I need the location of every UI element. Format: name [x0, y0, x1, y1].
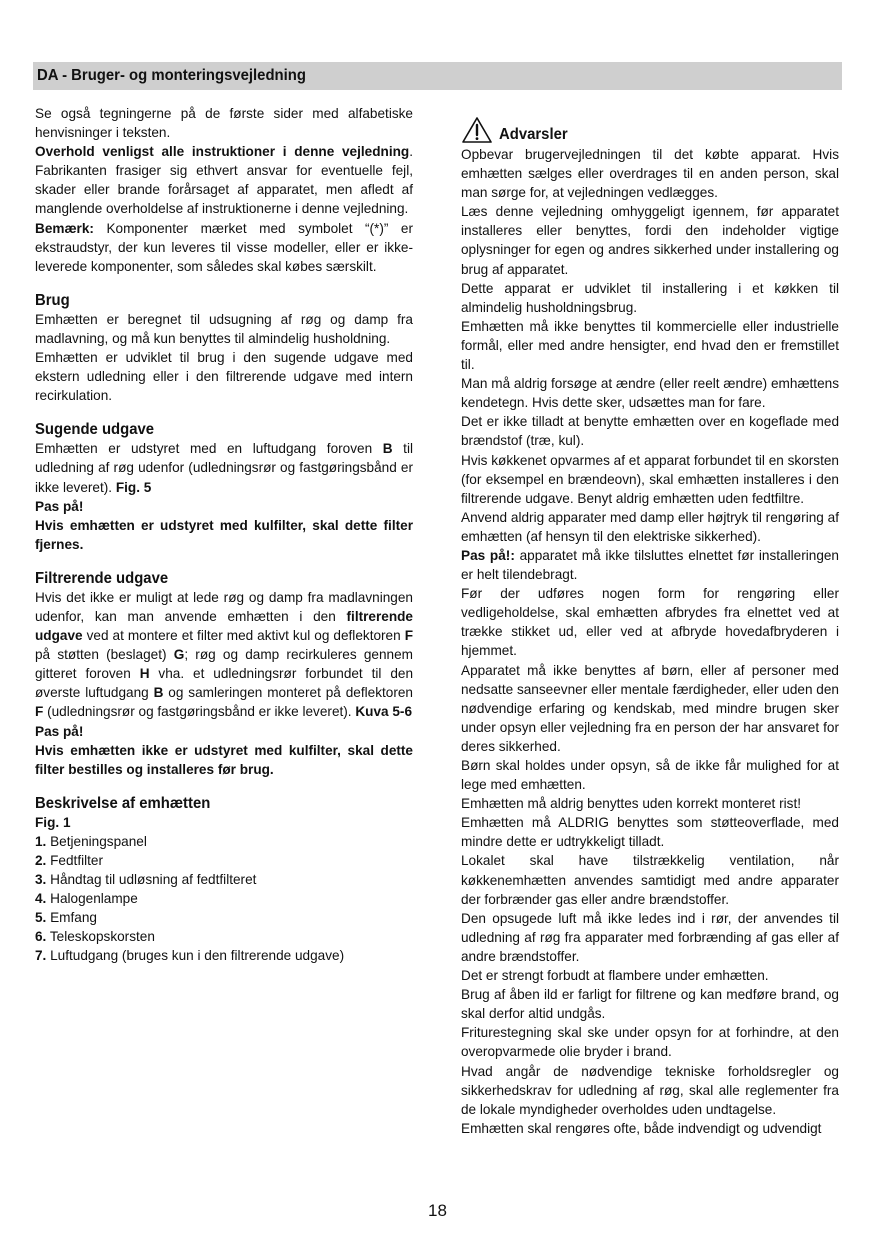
advarsler-paragraph-1: Opbevar brugervejledningen til det købte apparat. Hvis emhætten sælges eller overdrages til en anden person, skal man sørge for, at vejledningen vedlægges. [461, 147, 839, 201]
section-beskrivelse [35, 794, 413, 966]
advarsler-paragraph-11: Apparatet må ikke benyttes af børn, eller af personer med nedsatte sanseevner eller mentale færdigheder, eller uden den nødvendige erfaring og kendskab, med mindre brugen sker under opsyn eller vejledning fra en person der har ansvaret for deres sikkerhed. [461, 662, 839, 754]
heading-filtrerende: Filtrerende udgave [35, 569, 169, 587]
advarsler-header [461, 114, 839, 144]
advarsler-paragraph-21: Emhætten skal rengøres ofte, både indvendigt og udvendigt [461, 1120, 822, 1136]
figure-reference: Fig. 5 [115, 479, 152, 495]
advarsler-paragraph-12: Børn skal holdes under opsyn, så de ikke får mulighed for at lege med emhætten. [461, 758, 839, 793]
list-item: 7. Luftudgang (bruges kun i den filtrerende udgave) [35, 948, 345, 964]
section-header-bar [33, 62, 842, 90]
figure-reference: Kuva 5-6 [355, 704, 413, 720]
intro-paragraph: Se også tegningerne på de første sider med alfabetiske henvisninger i teksten. [35, 106, 413, 141]
page-number: 18 [428, 1201, 447, 1220]
section-filtrerende [35, 569, 413, 779]
instructions-emphasis: Overhold venligst alle instruktioner i denne vejledning [35, 144, 410, 160]
note-label: Bemærk: [35, 220, 94, 236]
warning-label: Pas på! [35, 498, 84, 514]
advarsler-paragraph-17: Det er strengt forbudt at flambere under emhætten. [461, 968, 769, 984]
advarsler-paragraph-9: Pas på!: apparatet må ikke tilsluttes elnettet før installeringen er helt tilendebragt. [461, 547, 839, 583]
right-column [461, 114, 839, 1138]
advarsler-paragraph-16: Den opsugede luft må ikke ledes ind i rør, der anvendes til udledning af røg fra apparater med forbrænding af gas eller af andre brændstoffer. [461, 910, 839, 964]
list-item: 6. Teleskopskorsten [35, 929, 155, 945]
advarsler-paragraph-10: Før der udføres nogen form for rengøring eller vedligeholdelse, skal emhætten afbrydes fra elnettet ved at trække stikket ud, eller ved at afbryde hovedafbryderen i hjemmet. [461, 586, 839, 659]
advarsler-paragraph-14: Emhætten må ALDRIG benyttes som støtteoverflade, med mindre dette er udtrykkeligt tilladt. [461, 815, 839, 850]
list-item: 2. Fedtfilter [35, 853, 104, 868]
warning-label: Pas på! [35, 723, 84, 739]
section-brug [35, 291, 413, 405]
brug-paragraph-2: Emhætten er udviklet til brug i den sugende udgave med ekstern udledning eller i den filtrerende udgave med intern recirkulation. [35, 350, 413, 404]
warning-triangle-icon [461, 116, 493, 144]
advarsler-paragraph-7: Hvis køkkenet opvarmes af et apparat forbundet til en skorsten (for eksempel en brændeovn), skal emhætten installeres i den filtrerende udgave. Benyt aldrig emhætten uden fedtfiltre. [461, 452, 839, 506]
advarsler-paragraph-19: Friturestegning skal ske under opsyn for at forhindre, at den overopvarmede olie bryder i brand. [461, 1025, 839, 1060]
left-column [35, 104, 413, 966]
section-title: DA - Bruger- og monteringsvejledning [37, 67, 306, 84]
advarsler-paragraph-6: Det er ikke tilladt at benytte emhætten over en kogeflade med brændstof (træ, kul). [461, 414, 839, 449]
advarsler-paragraph-3: Dette apparat er udviklet til installering i et køkken til almindelig husholdningsbrug. [461, 280, 839, 315]
intro-instructions-paragraph: Overhold venligst alle instruktioner i denne vejledning. Fabrikanten frasiger sig ethvert ansvar for eventuelle fejl, skader eller brande forårsaget af apparatet, men afledt af manglende overholdelse af instruktionerne i denne vejledning. [35, 144, 413, 217]
warning-text: Hvis emhætten er udstyret med kulfilter, skal dette filter fjernes. [35, 517, 413, 552]
list-item: 1. Betjeningspanel [35, 833, 147, 849]
heading-brug: Brug [35, 291, 70, 309]
warning-text: Hvis emhætten ikke er udstyret med kulfilter, skal dette filter bestilles og installeres før brug. [35, 742, 413, 777]
advarsler-paragraph-20: Hvad angår de nødvendige tekniske forholdsregler og sikkerhedskrav for udledning af røg, skal alle reglementer fra de lokale myndigheder overholdes uden undtagelse. [461, 1063, 839, 1117]
brug-paragraph-1: Emhætten er beregnet til udsugning af røg og damp fra madlavning, og må kun benyttes til almindelig husholdning. [35, 311, 413, 346]
advarsler-paragraph-2: Læs denne vejledning omhyggeligt igennem, før apparatet installeres eller benyttes, fordi den indeholder vigtige oplysninger for egen og andres sikkerhed under installering og brug af apparatet. [461, 204, 839, 277]
heading-beskrivelse: Beskrivelse af emhætten [35, 794, 211, 812]
advarsler-paragraph-13: Emhætten må aldrig benyttes uden korrekt monteret rist! [461, 796, 801, 812]
sugende-paragraph: Emhætten er udstyret med en luftudgang foroven B til udledning af røg udenfor (udledningsrør og fastgøringsbånd er ikke leveret). Fig. 5 [35, 441, 413, 495]
list-item: 5. Emfang [35, 910, 97, 926]
advarsler-paragraph-5: Man må aldrig forsøge at ændre (eller reelt ændre) emhættens kendetegn. Hvis dette sker, udsættes man for fare. [461, 376, 839, 411]
advarsler-paragraph-8: Anvend aldrig apparater med damp eller højtryk til rengøring af emhætten (af hensyn til den elektriske sikkerhed). [461, 509, 839, 544]
figure-reference: Fig. 1 [35, 814, 71, 830]
section-sugende [35, 420, 413, 554]
advarsler-paragraph-15: Lokalet skal have tilstrækkelig ventilation, når køkkenemhætten anvendes samtidigt med andre apparater der forbrænder gas eller andre brændstoffer. [461, 853, 839, 907]
filtrerende-paragraph: Hvis det ikke er muligt at lede røg og damp fra madlavningen udenfor, kan man anvende emhætten i den filtrerende udgave ved at montere et filter med aktivt kul og deflektoren F på støtten (beslaget) G; røg og damp recirkuleres gennem gitteret foroven H vha. et udledningsrør forbundet til den øverste luftudgang B og samleringen monteret på deflektoren F (udledningsrør og fastgøringsbånd er ikke leveret). Kuva 5-6 [35, 589, 414, 720]
parts-list [35, 832, 413, 966]
list-item: 3. Håndtag til udløsning af fedtfilteret [35, 872, 257, 888]
list-item: 4. Halogenlampe [35, 891, 138, 907]
warning-label: Pas på!: [461, 547, 515, 563]
intro-note-paragraph: Bemærk: Komponenter mærket med symbolet “(*)” er ekstraudstyr, der kun leveres til visse modeller, eller er ikke-leverede komponenter, som således skal købes særskilt. [35, 220, 413, 274]
advarsler-paragraph-4: Emhætten må ikke benyttes til kommercielle eller industrielle formål, eller med andre hensigter, end hvad den er fremstillet til. [461, 318, 839, 373]
heading-advarsler: Advarsler [499, 126, 568, 143]
heading-sugende: Sugende udgave [35, 421, 155, 439]
advarsler-paragraph-18: Brug af åben ild er farligt for filtrene og kan medføre brand, og skal derfor altid undgås. [461, 987, 839, 1022]
